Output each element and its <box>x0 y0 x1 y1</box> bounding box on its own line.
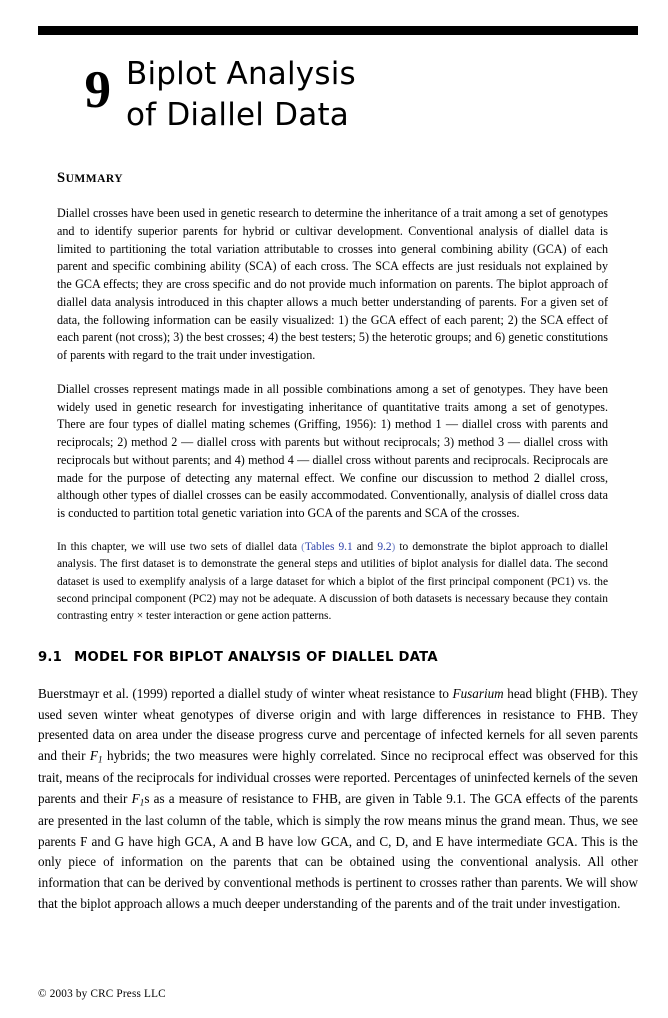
summary-p3-between-links: and <box>352 541 378 554</box>
chapter-number: 9 <box>84 61 110 119</box>
summary-heading-rest: UMMARY <box>65 173 124 185</box>
f1-subscript-2: 1 <box>139 798 145 809</box>
chapter-title-line-1: Biplot Analysis <box>126 56 356 92</box>
fusarium-italic-term: Fusarium <box>452 686 504 701</box>
body-paragraph <box>38 684 638 914</box>
header-rule <box>38 26 638 35</box>
table-9-2-link[interactable]: 9.2 <box>377 541 392 554</box>
summary-p3-text-after: to demonstrate the biplot approach to diallel analysis. The first dataset is to demonstrate the general steps and utilities of biplot analysis for diallel data. The second dataset is used to exemplify analysis of a large dataset for which a biplot of the first principal component (PC1) vs. the second principal component (PC2) may not be adequate. A discussion of both datasets is necessary because they contain contrasting entry × tester interaction or gene action patterns. <box>57 541 609 623</box>
summary-paragraph-2: Diallel crosses represent matings made in all possible combinations among a set of genotypes. They have been widely used in genetic research for investigating inheritance of quantitative traits among a set of genotypes. There are four types of diallel mating schemes (Griffing, 1956): 1) method 1 — diallel cross with parents and reciprocals; 2) method 2 — diallel cross with parents but without reciprocals; 3) method 3 — diallel cross with reciprocals but without parents; and 4) method 4 — diallel cross without parents and reciprocals. Reciprocals are made for the purpose of detecting any maternal effect. We confine our discussion to method 2 diallel cross, although other types of diallel crosses can be easily accommodated. Conventionally, analysis of diallel cross data is conducted to partition total genetic variation into GCA of the parents and SCA of the crosses. <box>57 381 608 521</box>
summary-heading <box>57 170 608 187</box>
body-text-part-1: Buerstmayr et al. (1999) reported a diallel study of winter wheat resistance to <box>38 686 453 701</box>
f1-symbol-2: F <box>131 790 140 806</box>
chapter-heading <box>38 54 638 136</box>
chapter-title-line-2: of Diallel Data <box>126 96 349 133</box>
xref-open-bracket: ( <box>301 541 305 554</box>
section-title: MODEL FOR BIPLOT ANALYSIS OF DIALLEL DATA <box>74 650 438 665</box>
chapter-title <box>126 54 356 136</box>
body-text-part-3: hybrids; the two measures were highly correlated. Since no reciprocal effect was observed for this trait, means of the reciprocals for individual crosses were reported. Percentages of uninfected kernels of the seven parents and their <box>38 747 638 806</box>
summary-paragraph-3 <box>57 539 608 626</box>
table-9-1-link[interactable]: Tables 9.1 <box>304 541 353 554</box>
section-number: 9.1 <box>38 650 63 665</box>
footer-copyright: © 2003 by CRC Press LLC <box>38 988 166 1000</box>
summary-section <box>57 170 608 626</box>
body-text-part-4: s as a measure of resistance to FHB, are given in Table 9.1. The GCA effects of the parents are presented in the last column of the table, which is simply the row means minus the grand mean. Thus, we see parents F and G have high GCA, A and B have low GCA, and C, D, and E have intermediate GCA. This is the only piece of information on the parents that can be obtained using the conventional analysis. All other information that can be derived by conventional methods is pertinent to crosses rather than parents. We will show that the biplot approach allows a much deeper understanding of the parents and of the trait under investigation. <box>38 790 639 911</box>
xref-close-bracket: ) <box>391 541 396 554</box>
summary-p3-text-before: In this chapter, we will use two sets of diallel data <box>57 541 302 554</box>
summary-heading-initial: S <box>57 170 66 186</box>
body-section <box>38 684 638 914</box>
f1-symbol: F <box>89 747 98 763</box>
section-heading <box>38 650 638 665</box>
body-text-part-2: head blight (FHB). They used seven winter wheat genotypes of diverse origin and with large differences in resistance to FHB. They presented data on area under the disease progress curve and percentage of infected kernels for all seven parents and their <box>38 686 638 763</box>
f1-subscript: 1 <box>97 755 103 766</box>
summary-paragraph-1: Diallel crosses have been used in genetic research to determine the inheritance of a trait among a set of genotypes and to identify superior parents for hybrid or cultivar development. Conventional analysis of diallel data is limited to partitioning the total variation attributable to crosses into general combining ability (GCA) of each parent and specific combining ability (SCA) of each cross. The SCA effects are just residuals not explained by the GCA effects; they are cross specific and do not provide much information on parents. The biplot approach of diallel data analysis introduced in this chapter allows a much better understanding of parents. For a given set of data, the following information can be easily visualized: 1) the GCA effect of each parent; 2) the SCA effect of each parent (not cross); 3) the best crosses; 4) the best testers; 5) the heterotic groups; and 6) genetic constitutions of parents with regard to the trait under investigation. <box>57 206 608 363</box>
